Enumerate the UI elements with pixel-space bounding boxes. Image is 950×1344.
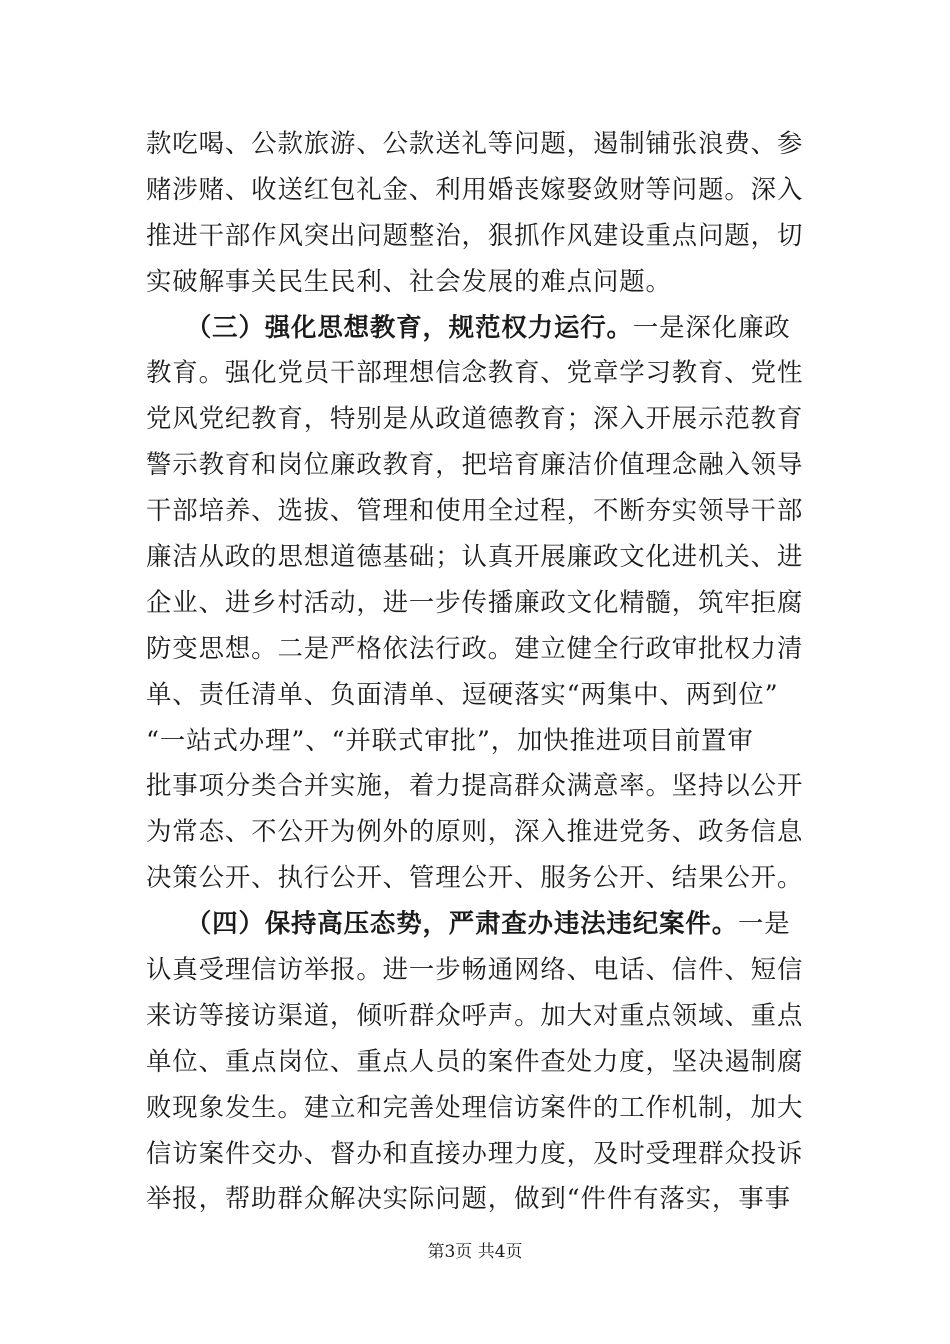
text-line: [146, 1176, 810, 1222]
text-line: [146, 718, 810, 764]
text-line: [146, 1085, 810, 1131]
text-line: [146, 1131, 810, 1177]
text-line: [146, 580, 810, 626]
body-text: 款吃喝、公款旅游、公款送礼等问题，遏制铺张浪费、参: [146, 128, 804, 158]
body-text: 败现象发生。建立和完善处理信访案件的工作机制，加大: [146, 1091, 804, 1122]
text-line: [146, 442, 810, 488]
body-text: 批事项分类合并实施，着力提高群众满意率。坚持以公开: [146, 770, 804, 801]
section-heading: （四）保持高压态势，严肃查办违法违纪案件。: [146, 908, 738, 939]
text-line: [146, 305, 810, 351]
body-text: 举报，帮助群众解决实际问题，做到“件件有落实，事事: [146, 1183, 791, 1214]
body-text: 教育。强化党员干部理想信念教育、党章学习教育、党性: [146, 357, 804, 388]
body-text: 廉洁从政的思想道德基础；认真开展廉政文化进机关、进: [146, 541, 804, 572]
body-text: 干部培养、选拔、管理和使用全过程，不断夯实领导干部: [146, 495, 804, 526]
document-body: [146, 121, 810, 1222]
text-line: [146, 396, 810, 442]
page-footer: 第3页 共4页: [427, 1242, 523, 1262]
text-line: [146, 947, 810, 993]
text-line: [146, 121, 810, 167]
text-line: [146, 259, 810, 305]
body-text: 为常态、不公开为例外的原则，深入推进党务、政务信息: [146, 816, 804, 847]
body-text: 防变思想。二是严格依法行政。建立健全行政审批权力清: [146, 632, 804, 663]
body-text: “一站式办理”、“并联式审批”，加快推进项目前置审: [146, 724, 754, 755]
body-text: 警示教育和岗位廉政教育，把培育廉洁价值理念融入领导: [146, 449, 804, 480]
text-line: [146, 167, 810, 213]
text-line: [146, 809, 810, 855]
body-text: 信访案件交办、督办和直接办理力度，及时受理群众投诉: [146, 1137, 804, 1168]
text-line: [146, 626, 810, 672]
text-line: [146, 488, 810, 534]
body-text: 来访等接访渠道，倾听群众呼声。加大对重点领域、重点: [146, 999, 804, 1030]
text-line: [146, 901, 810, 947]
body-text: 一是: [737, 908, 791, 939]
body-text: 企业、进乡村活动，进一步传播廉政文化精髓，筑牢拒腐: [146, 586, 804, 617]
body-text: 实破解事关民生民利、社会发展的难点问题。: [146, 265, 672, 296]
text-line: [146, 534, 810, 580]
body-text: 一是深化廉政: [632, 311, 791, 342]
text-line: [146, 350, 810, 396]
body-text: 单位、重点岗位、重点人员的案件查处力度，坚决遏制腐: [146, 1045, 804, 1076]
body-text: 单、责任清单、负面清单、逗硬落实“两集中、两到位”: [146, 678, 779, 709]
body-text: 党风党纪教育，特别是从政道德教育；深入开展示范教育: [146, 403, 804, 434]
body-text: 认真受理信访举报。进一步畅通网络、电话、信件、短信: [146, 954, 804, 985]
body-text: 决策公开、执行公开、管理公开、服务公开、结果公开。: [146, 862, 804, 893]
text-line: [146, 993, 810, 1039]
text-line: [146, 213, 810, 259]
body-text: 推进干部作风突出问题整治，狠抓作风建设重点问题，切: [146, 219, 804, 250]
text-line: [146, 855, 810, 901]
body-text: 赌涉赌、收送红包礼金、利用婚丧嫁娶敛财等问题。深入: [146, 173, 804, 204]
text-line: [146, 1039, 810, 1085]
text-line: [146, 672, 810, 718]
section-heading: （三）强化思想教育，规范权力运行。: [146, 311, 633, 342]
text-line: [146, 763, 810, 809]
